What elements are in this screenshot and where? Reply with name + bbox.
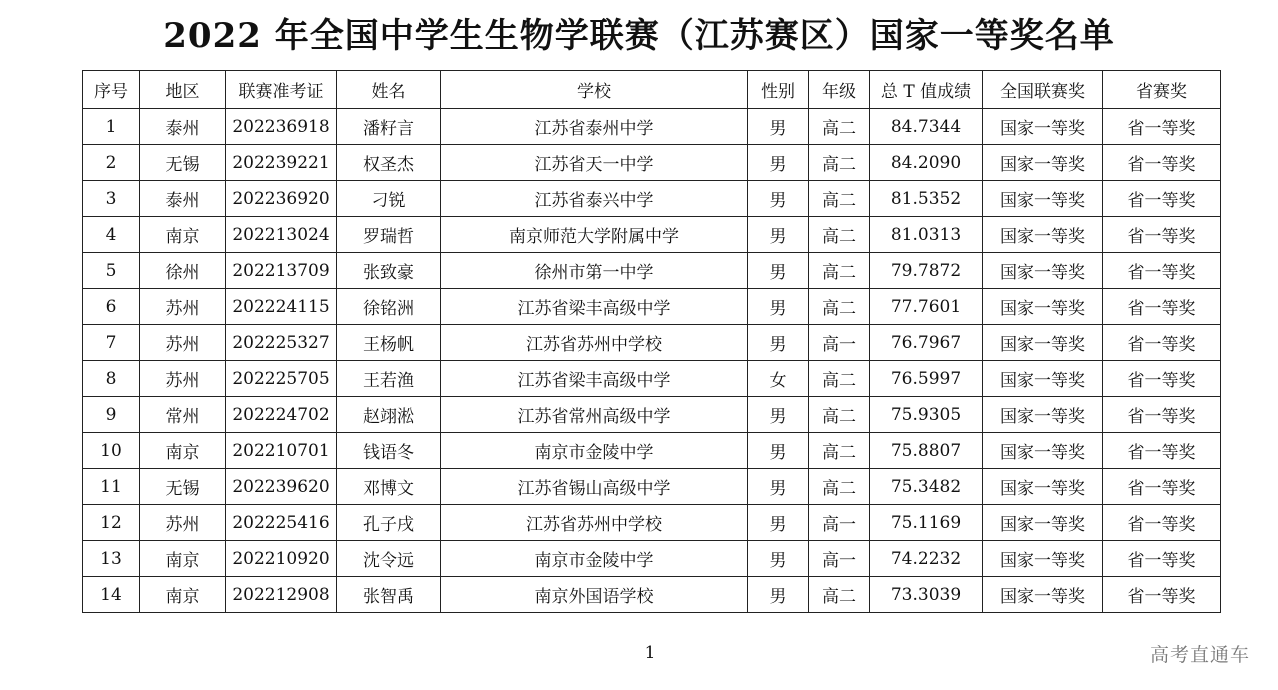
cell-provincial-award: 省一等奖 xyxy=(1103,253,1221,289)
cell-region: 苏州 xyxy=(140,289,226,325)
cell-score: 79.7872 xyxy=(870,253,983,289)
cell-national-award: 国家一等奖 xyxy=(983,505,1103,541)
cell-provincial-award: 省一等奖 xyxy=(1103,541,1221,577)
cell-national-award: 国家一等奖 xyxy=(983,289,1103,325)
cell-national-award: 国家一等奖 xyxy=(983,109,1103,145)
table-row xyxy=(83,397,1221,433)
table-row xyxy=(83,109,1221,145)
cell-region: 南京 xyxy=(140,541,226,577)
cell-name: 权圣杰 xyxy=(337,145,441,181)
cell-gender: 男 xyxy=(748,505,809,541)
cell-name: 孔子戌 xyxy=(337,505,441,541)
cell-school: 江苏省梁丰高级中学 xyxy=(441,361,748,397)
cell-national-award: 国家一等奖 xyxy=(983,145,1103,181)
header-cell-exam-id: 联赛准考证 xyxy=(226,71,337,109)
cell-provincial-award: 省一等奖 xyxy=(1103,469,1221,505)
cell-gender: 男 xyxy=(748,325,809,361)
table-row xyxy=(83,217,1221,253)
cell-score: 75.9305 xyxy=(870,397,983,433)
cell-index: 10 xyxy=(83,433,140,469)
cell-grade: 高二 xyxy=(809,433,870,469)
cell-provincial-award: 省一等奖 xyxy=(1103,325,1221,361)
cell-national-award: 国家一等奖 xyxy=(983,181,1103,217)
cell-grade: 高一 xyxy=(809,505,870,541)
cell-name: 王杨帆 xyxy=(337,325,441,361)
header-cell-school: 学校 xyxy=(441,71,748,109)
cell-index: 5 xyxy=(83,253,140,289)
header-cell-gender: 性别 xyxy=(748,71,809,109)
cell-provincial-award: 省一等奖 xyxy=(1103,109,1221,145)
cell-name: 赵翊淞 xyxy=(337,397,441,433)
cell-score: 75.1169 xyxy=(870,505,983,541)
cell-score: 73.3039 xyxy=(870,577,983,613)
cell-school: 江苏省梁丰高级中学 xyxy=(441,289,748,325)
cell-gender: 男 xyxy=(748,109,809,145)
cell-gender: 男 xyxy=(748,397,809,433)
cell-grade: 高一 xyxy=(809,325,870,361)
cell-region: 泰州 xyxy=(140,181,226,217)
cell-national-award: 国家一等奖 xyxy=(983,469,1103,505)
cell-gender: 男 xyxy=(748,541,809,577)
cell-name: 王若渔 xyxy=(337,361,441,397)
cell-grade: 高二 xyxy=(809,577,870,613)
table-body xyxy=(83,109,1221,613)
header-cell-provincial-award: 省赛奖 xyxy=(1103,71,1221,109)
cell-grade: 高二 xyxy=(809,469,870,505)
cell-school: 南京师范大学附属中学 xyxy=(441,217,748,253)
header-cell-national-award: 全国联赛奖 xyxy=(983,71,1103,109)
cell-exam-id: 202239620 xyxy=(226,469,337,505)
cell-provincial-award: 省一等奖 xyxy=(1103,181,1221,217)
cell-score: 84.2090 xyxy=(870,145,983,181)
cell-exam-id: 202225327 xyxy=(226,325,337,361)
cell-region: 南京 xyxy=(140,217,226,253)
table-header-row xyxy=(83,71,1221,109)
cell-name: 罗瑞哲 xyxy=(337,217,441,253)
cell-region: 南京 xyxy=(140,433,226,469)
cell-gender: 男 xyxy=(748,145,809,181)
cell-region: 无锡 xyxy=(140,469,226,505)
cell-score: 74.2232 xyxy=(870,541,983,577)
table-row xyxy=(83,325,1221,361)
cell-grade: 高一 xyxy=(809,541,870,577)
cell-score: 81.0313 xyxy=(870,217,983,253)
cell-national-award: 国家一等奖 xyxy=(983,325,1103,361)
cell-gender: 男 xyxy=(748,217,809,253)
cell-index: 13 xyxy=(83,541,140,577)
cell-region: 常州 xyxy=(140,397,226,433)
cell-school: 江苏省锡山高级中学 xyxy=(441,469,748,505)
cell-index: 4 xyxy=(83,217,140,253)
table-row xyxy=(83,253,1221,289)
cell-exam-id: 202213024 xyxy=(226,217,337,253)
cell-exam-id: 202213709 xyxy=(226,253,337,289)
cell-provincial-award: 省一等奖 xyxy=(1103,505,1221,541)
table-row xyxy=(83,469,1221,505)
cell-region: 苏州 xyxy=(140,505,226,541)
cell-gender: 男 xyxy=(748,433,809,469)
cell-national-award: 国家一等奖 xyxy=(983,397,1103,433)
cell-national-award: 国家一等奖 xyxy=(983,433,1103,469)
cell-provincial-award: 省一等奖 xyxy=(1103,397,1221,433)
header-cell-grade: 年级 xyxy=(809,71,870,109)
cell-exam-id: 202225705 xyxy=(226,361,337,397)
cell-grade: 高二 xyxy=(809,109,870,145)
cell-grade: 高二 xyxy=(809,181,870,217)
cell-exam-id: 202225416 xyxy=(226,505,337,541)
cell-gender: 男 xyxy=(748,577,809,613)
cell-name: 张智禹 xyxy=(337,577,441,613)
cell-name: 钱语冬 xyxy=(337,433,441,469)
cell-index: 9 xyxy=(83,397,140,433)
cell-exam-id: 202239221 xyxy=(226,145,337,181)
award-table xyxy=(82,70,1221,613)
cell-school: 江苏省苏州中学校 xyxy=(441,505,748,541)
cell-index: 7 xyxy=(83,325,140,361)
cell-national-award: 国家一等奖 xyxy=(983,361,1103,397)
cell-region: 泰州 xyxy=(140,109,226,145)
cell-score: 75.8807 xyxy=(870,433,983,469)
cell-national-award: 国家一等奖 xyxy=(983,217,1103,253)
cell-school: 南京外国语学校 xyxy=(441,577,748,613)
table-row xyxy=(83,289,1221,325)
table-row xyxy=(83,181,1221,217)
cell-name: 张致豪 xyxy=(337,253,441,289)
cell-score: 76.7967 xyxy=(870,325,983,361)
header-cell-score: 总 T 值成绩 xyxy=(870,71,983,109)
cell-provincial-award: 省一等奖 xyxy=(1103,289,1221,325)
cell-index: 12 xyxy=(83,505,140,541)
cell-provincial-award: 省一等奖 xyxy=(1103,433,1221,469)
table-row xyxy=(83,541,1221,577)
header-cell-region: 地区 xyxy=(140,71,226,109)
cell-grade: 高二 xyxy=(809,217,870,253)
header-cell-index: 序号 xyxy=(83,71,140,109)
watermark-text: 高考直通车 xyxy=(1149,644,1250,666)
cell-grade: 高二 xyxy=(809,145,870,181)
cell-exam-id: 202210701 xyxy=(226,433,337,469)
cell-school: 江苏省天一中学 xyxy=(441,145,748,181)
cell-school: 江苏省泰州中学 xyxy=(441,109,748,145)
cell-gender: 女 xyxy=(748,361,809,397)
cell-grade: 高二 xyxy=(809,253,870,289)
cell-region: 南京 xyxy=(140,577,226,613)
cell-name: 潘籽言 xyxy=(337,109,441,145)
cell-index: 14 xyxy=(83,577,140,613)
cell-school: 江苏省泰兴中学 xyxy=(441,181,748,217)
cell-school: 江苏省常州高级中学 xyxy=(441,397,748,433)
cell-exam-id: 202212908 xyxy=(226,577,337,613)
cell-score: 84.7344 xyxy=(870,109,983,145)
table-row xyxy=(83,577,1221,613)
cell-name: 沈令远 xyxy=(337,541,441,577)
cell-region: 苏州 xyxy=(140,325,226,361)
cell-index: 1 xyxy=(83,109,140,145)
header-cell-name: 姓名 xyxy=(337,71,441,109)
cell-name: 刁锐 xyxy=(337,181,441,217)
table-row xyxy=(83,145,1221,181)
cell-score: 76.5997 xyxy=(870,361,983,397)
table-row xyxy=(83,433,1221,469)
cell-region: 徐州 xyxy=(140,253,226,289)
cell-score: 77.7601 xyxy=(870,289,983,325)
cell-school: 南京市金陵中学 xyxy=(441,541,748,577)
cell-school: 南京市金陵中学 xyxy=(441,433,748,469)
cell-national-award: 国家一等奖 xyxy=(983,541,1103,577)
cell-exam-id: 202236918 xyxy=(226,109,337,145)
cell-exam-id: 202224115 xyxy=(226,289,337,325)
cell-index: 8 xyxy=(83,361,140,397)
cell-region: 苏州 xyxy=(140,361,226,397)
cell-exam-id: 202210920 xyxy=(226,541,337,577)
cell-exam-id: 202236920 xyxy=(226,181,337,217)
cell-grade: 高二 xyxy=(809,289,870,325)
cell-grade: 高二 xyxy=(809,361,870,397)
cell-provincial-award: 省一等奖 xyxy=(1103,145,1221,181)
document-title: 2022 年全国中学生生物学联赛（江苏赛区）国家一等奖名单 xyxy=(163,16,1115,56)
cell-score: 81.5352 xyxy=(870,181,983,217)
cell-provincial-award: 省一等奖 xyxy=(1103,217,1221,253)
cell-name: 徐铭洲 xyxy=(337,289,441,325)
cell-index: 3 xyxy=(83,181,140,217)
cell-index: 6 xyxy=(83,289,140,325)
cell-index: 11 xyxy=(83,469,140,505)
cell-national-award: 国家一等奖 xyxy=(983,577,1103,613)
cell-gender: 男 xyxy=(748,253,809,289)
cell-gender: 男 xyxy=(748,289,809,325)
cell-provincial-award: 省一等奖 xyxy=(1103,361,1221,397)
cell-school: 江苏省苏州中学校 xyxy=(441,325,748,361)
cell-school: 徐州市第一中学 xyxy=(441,253,748,289)
cell-gender: 男 xyxy=(748,181,809,217)
cell-region: 无锡 xyxy=(140,145,226,181)
cell-index: 2 xyxy=(83,145,140,181)
cell-score: 75.3482 xyxy=(870,469,983,505)
cell-name: 邓博文 xyxy=(337,469,441,505)
page-number: 1 xyxy=(644,643,656,663)
cell-grade: 高二 xyxy=(809,397,870,433)
table-row xyxy=(83,361,1221,397)
cell-exam-id: 202224702 xyxy=(226,397,337,433)
cell-gender: 男 xyxy=(748,469,809,505)
table-row xyxy=(83,505,1221,541)
cell-provincial-award: 省一等奖 xyxy=(1103,577,1221,613)
cell-national-award: 国家一等奖 xyxy=(983,253,1103,289)
